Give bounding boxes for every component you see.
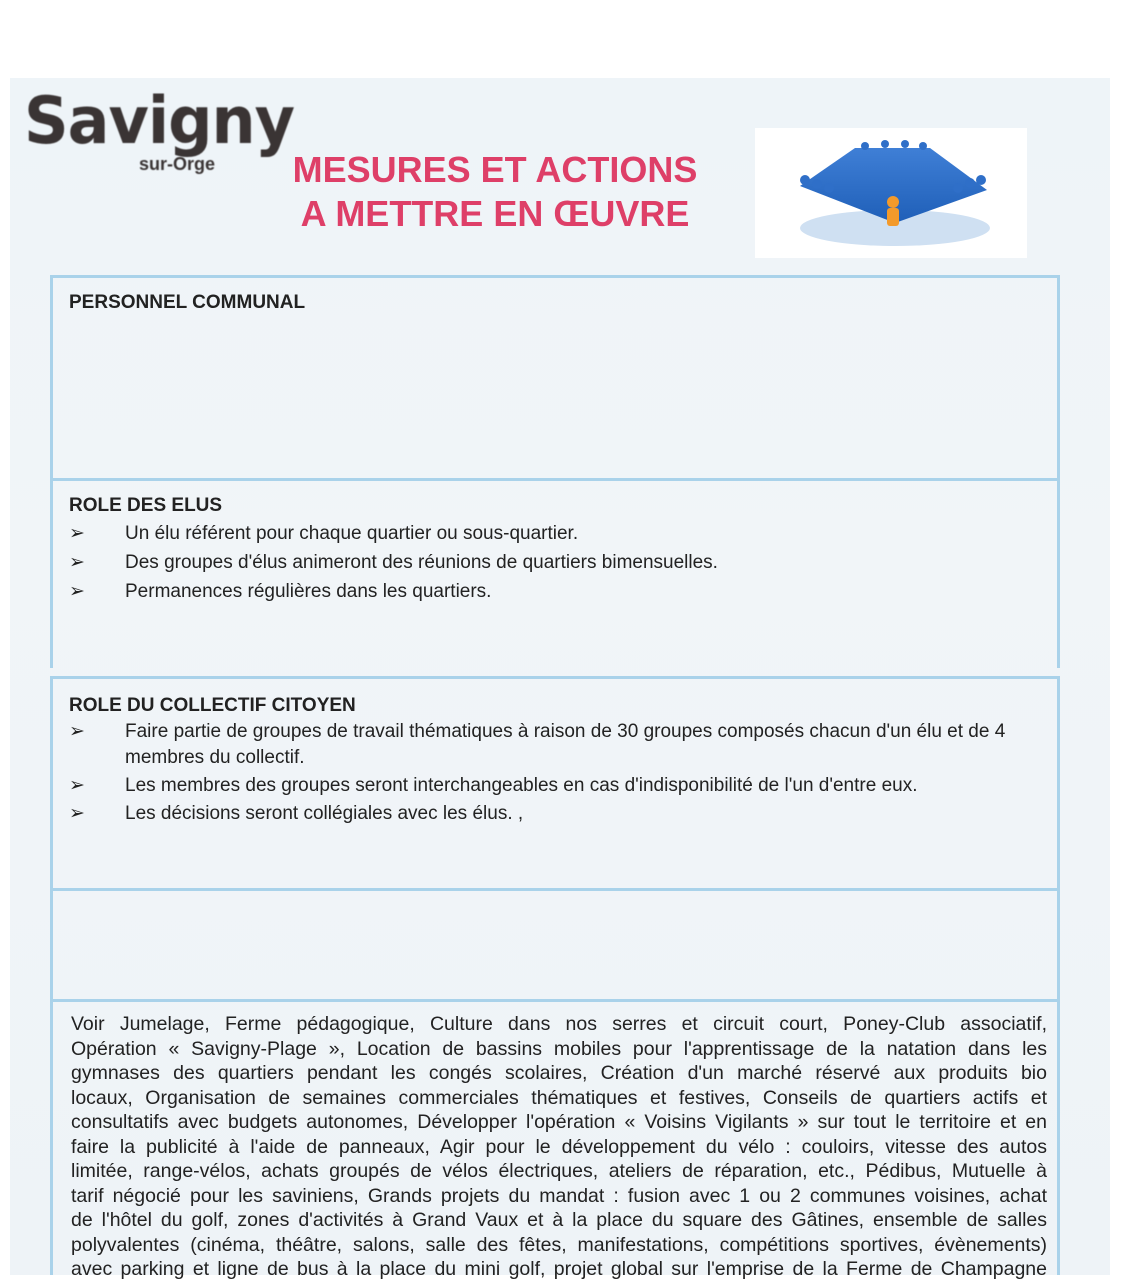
bullet-text: Des groupes d'élus animeront des réunions de quartiers bimensuelles. <box>125 552 718 573</box>
section-other-measures <box>50 999 1060 1280</box>
bullet-text: Les décisions seront collégiales avec les élus. , <box>125 803 524 824</box>
arrow-bullet-icon: ➢ <box>69 775 85 796</box>
title-line-1: MESURES ET ACTIONS <box>292 149 698 190</box>
list-item <box>69 577 1045 606</box>
bullet-text: Faire partie de groupes de travail thématiques à raison de 30 groupes composés chacun d'un élu et de 4 membres du collectif. <box>125 721 1006 768</box>
paragraph-line: Opération « Savigny-Plage », Location de bassins mobiles pour l'apprentissage de la natation dans les <box>71 1037 1047 1060</box>
paragraph-line: gymnases des quartiers pendant les congés scolaires, Création d'un marché réservé aux produits bio <box>71 1062 1047 1084</box>
paragraph-line: de l'hôtel du golf, zones d'activités à Grand Vaux et à la place du square des Gâtines, ensemble de salles <box>71 1209 1047 1231</box>
bullet-text: Un élu référent pour chaque quartier ou sous-quartier. <box>125 523 579 544</box>
arrow-bullet-icon: ➢ <box>69 581 85 602</box>
paragraph-line: faire la publicité à l'aide de panneaux, Agir pour le développement du vélo : couloirs, vitesse des autos <box>71 1135 1047 1158</box>
paragraph-line: Voir Jumelage, Ferme pédagogique, Culture dans nos serres et circuit court, Poney-Club associatif, <box>71 1013 1047 1035</box>
title-line-2: A METTRE EN ŒUVRE <box>300 193 690 234</box>
section-personnel-communal <box>50 275 1060 480</box>
list-item <box>69 801 1045 827</box>
logo-subtext: sur-Orge <box>139 154 216 174</box>
paragraph-line: limitée, range-vélos, achats groupés de vélos électriques, ateliers de réparation, etc., Pédibus, Mutuelle à <box>71 1160 1047 1182</box>
crowd-pyramid-image <box>755 128 1027 258</box>
section-empty <box>50 888 1060 1002</box>
section-title: PERSONNEL COMMUNAL <box>69 292 306 313</box>
section-role-collectif-citoyen <box>50 676 1060 891</box>
paragraph-line: consultatifs avec budgets autonomes, Développer l'opération « Voisins Vigilants » sur tout le territoire et en <box>71 1111 1047 1133</box>
arrow-bullet-icon: ➢ <box>69 552 85 573</box>
section-title: ROLE DU COLLECTIF CITOYEN <box>69 695 356 716</box>
paragraph-line: polyvalentes (cinéma, théâtre, salons, salle des fêtes, manifestations, compétitions sportives, évènements) <box>71 1233 1047 1256</box>
list-item <box>69 719 1045 771</box>
arrow-bullet-icon: ➢ <box>69 523 85 544</box>
list-item <box>69 548 1045 577</box>
bullet-text: Les membres des groupes seront interchangeables en cas d'indisponibilité de l'un d'entre eux. <box>125 775 918 796</box>
arrow-bullet-icon: ➢ <box>69 803 85 824</box>
savigny-logo <box>24 82 295 176</box>
measures-paragraph <box>71 1012 1047 1282</box>
paragraph-line: avec parking et ligne de bus à la place du mini golf, projet global sur l'emprise de la Ferme de Champagne <box>71 1258 1047 1280</box>
section-role-des-elus <box>50 478 1060 668</box>
list-item <box>69 519 1045 548</box>
list-item <box>69 773 1045 799</box>
section-title: ROLE DES ELUS <box>69 495 223 516</box>
logo-text: Savigny <box>24 82 295 159</box>
paragraph-line: tarif négocié pour les saviniens, Grands projets du mandat : fusion avec 1 ou 2 communes voisines, achat <box>71 1184 1047 1207</box>
bullet-text: Permanences régulières dans les quartiers. <box>125 581 492 602</box>
page-title <box>260 148 730 236</box>
paragraph-line: locaux, Organisation de semaines commerciales thématiques et festives, Conseils de quartiers actifs et <box>71 1086 1047 1109</box>
arrow-bullet-icon: ➢ <box>69 721 85 742</box>
